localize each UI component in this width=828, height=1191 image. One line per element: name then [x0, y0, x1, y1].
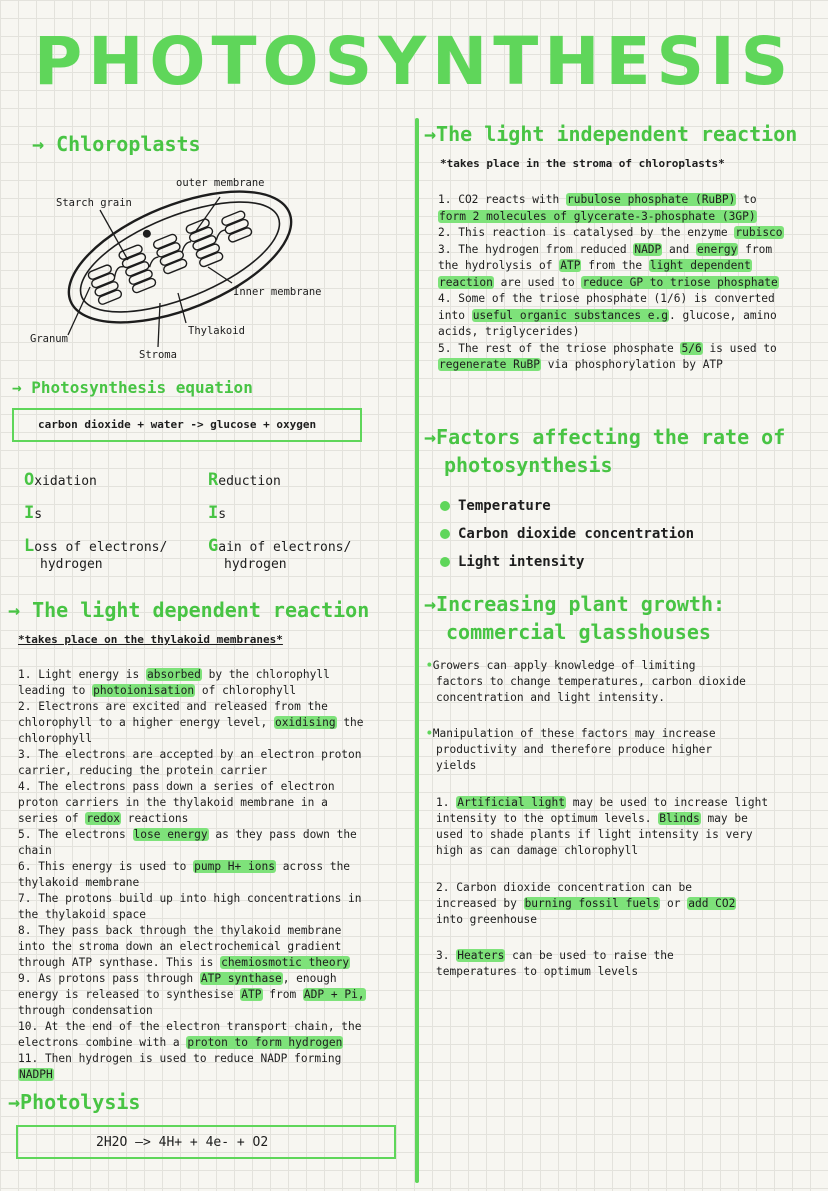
text-span: increased by	[436, 897, 524, 910]
equation-text: carbon dioxide + water -> glucose + oxygen	[38, 418, 317, 431]
text-line	[18, 955, 408, 971]
text-span: to	[736, 193, 757, 206]
text-span: chlorophyll	[18, 732, 93, 745]
mnemonic-word: eduction	[218, 474, 281, 489]
highlighted-term: Blinds	[659, 812, 700, 825]
text-span: , enough	[282, 972, 337, 985]
text-line	[426, 674, 820, 690]
text-span: intensity to the optimum levels.	[436, 812, 659, 825]
text-line	[18, 923, 408, 939]
text-span: reactions	[121, 812, 189, 825]
factor-label: Temperature	[458, 498, 551, 514]
text-span: yields	[436, 759, 477, 772]
text-line	[18, 1035, 408, 1051]
text-span: 11. Then hydrogen is used to reduce NADP forming	[18, 1052, 342, 1065]
text-span: the hydrolysis of	[438, 259, 560, 272]
factors-list	[440, 492, 694, 576]
mnemonic-letter: R	[208, 470, 219, 490]
starch-grain-label: Starch grain	[56, 197, 132, 209]
text-line	[426, 690, 820, 706]
text-span: 7. The protons build up into high concentrations in	[18, 892, 362, 905]
highlighted-term: NADPH	[19, 1068, 53, 1081]
text-line	[18, 667, 408, 683]
highlighted-term: 5/6	[681, 341, 702, 355]
text-span: 3. The electrons are accepted by an electron proton	[18, 748, 362, 761]
text-span: 6. This energy is used to	[18, 860, 194, 873]
text-span: factors to change temperatures, carbon dioxide	[436, 675, 746, 688]
text-span: leading to	[18, 684, 93, 697]
stroma-label: Stroma	[139, 349, 177, 361]
text-line	[18, 683, 408, 699]
highlighted-term: rubulose phosphate (RuBP)	[566, 193, 736, 206]
text-span: electrons combine with a	[18, 1036, 187, 1049]
outer-membrane-label: outer membrane	[176, 177, 265, 189]
text-line	[438, 275, 820, 292]
text-line	[438, 209, 820, 226]
highlighted-term: oxidising	[274, 716, 336, 729]
photolysis-equation: 2H2O —> 4H+ + 4e- + O2	[96, 1134, 269, 1150]
text-span: or	[660, 897, 688, 910]
mnemonic-word: xidation	[34, 474, 97, 489]
highlighted-term: ADP + Pi,	[303, 988, 365, 1001]
mnemonic-word: oss of electrons/	[34, 540, 168, 555]
highlighted-term: NADP	[634, 242, 662, 256]
text-span: from	[738, 242, 773, 256]
highlighted-term: Heaters	[457, 949, 505, 962]
mnemonic-word: s	[34, 507, 43, 522]
highlighted-term: Artificial light	[457, 796, 565, 809]
text-span: 10. At the end of the electron transport chain, the	[18, 1020, 362, 1033]
mnemonic-word: s	[218, 507, 227, 522]
bullet-dot	[440, 501, 450, 511]
highlighted-term: light dependent	[649, 259, 751, 272]
growth-heading: →Increasing plant growth:	[424, 592, 726, 616]
text-line	[18, 971, 408, 987]
text-line	[438, 324, 820, 341]
granum-label: Granum	[30, 333, 68, 345]
mnemonic-letter: O	[24, 470, 35, 490]
text-span: the thylakoid space	[18, 908, 146, 921]
text-line	[18, 1067, 408, 1083]
light-independent-subtitle: *takes place in the stroma of chloroplasts*	[440, 157, 725, 170]
text-span: through condensation	[18, 1004, 153, 1017]
highlighted-term: add CO2	[688, 897, 736, 910]
factors-heading-2: photosynthesis	[444, 453, 613, 477]
text-line	[436, 843, 820, 859]
factor-label: Carbon dioxide concentration	[458, 526, 695, 542]
text-span: 2. Electrons are excited and released from the	[18, 700, 328, 713]
text-line	[18, 731, 408, 747]
text-span: 4. Some of the triose phosphate (1/6) is converted	[438, 292, 775, 305]
text-span: 8. They pass back through the thylakoid membrane	[18, 924, 342, 937]
mnemonic-letter: I	[208, 503, 219, 523]
light-independent-heading: →The light independent reaction	[424, 122, 798, 146]
text-span: proton carriers in the thylakoid membrane in a	[18, 796, 328, 809]
text-span: 2. Carbon dioxide concentration can be	[436, 881, 692, 894]
text-span: concentration and light intensity.	[436, 691, 666, 704]
text-line	[426, 726, 820, 742]
text-span: energy is released to synthesise	[18, 988, 241, 1001]
text-span: into	[438, 308, 472, 322]
light-dependent-heading: → The light dependent reaction	[8, 598, 370, 622]
factors-heading: →Factors affecting the rate of	[424, 425, 786, 449]
growth-para-5	[436, 948, 820, 980]
text-line	[436, 964, 820, 980]
highlighted-term: lose energy	[133, 828, 208, 841]
highlighted-term: photoionisation	[93, 684, 195, 697]
text-line	[436, 948, 820, 964]
text-span: Manipulation of these factors may increase	[432, 727, 716, 740]
text-line	[18, 1003, 408, 1019]
mnemonic-row	[24, 555, 167, 575]
rig-mnemonic	[208, 470, 351, 575]
text-line	[438, 192, 820, 209]
growth-para-2	[426, 726, 820, 774]
light-independent-steps	[438, 192, 820, 374]
text-span: 1. Light energy is	[18, 668, 146, 681]
text-line	[18, 987, 408, 1003]
highlighted-term: reduce GP to triose phosphate	[582, 275, 778, 289]
text-span: may be used to increase light	[566, 796, 769, 809]
text-span: 1. CO2 reacts with	[438, 193, 566, 206]
equation-heading: → Photosynthesis equation	[12, 378, 253, 397]
page-title: PHOTOSYNTHESIS	[33, 23, 795, 100]
text-line	[426, 758, 820, 774]
highlighted-term: absorbed	[146, 668, 201, 681]
text-span: is used to	[702, 341, 777, 355]
text-line	[426, 742, 820, 758]
text-span: . glucose, amino	[669, 308, 777, 322]
mnemonic-row	[208, 470, 351, 503]
text-span: 1.	[436, 796, 457, 809]
growth-para-3	[436, 795, 820, 859]
text-line	[438, 308, 820, 325]
mnemonic-row	[24, 470, 167, 503]
text-line	[18, 715, 408, 731]
highlighted-term: form 2 molecules of glycerate-3-phosphate (3GP)	[439, 209, 756, 223]
text-line	[18, 747, 408, 763]
text-line	[436, 912, 820, 928]
text-line	[18, 795, 408, 811]
text-line	[18, 811, 408, 827]
text-span: chlorophyll to a higher energy level,	[18, 716, 274, 729]
text-span: 5. The electrons	[18, 828, 133, 841]
factor-label: Light intensity	[458, 554, 585, 570]
photolysis-box	[16, 1125, 396, 1159]
text-line	[426, 658, 820, 674]
text-line	[18, 699, 408, 715]
text-span: 3. The hydrogen from reduced	[438, 242, 634, 256]
text-line	[18, 843, 408, 859]
mnemonic-row	[24, 503, 167, 536]
highlighted-term: reaction	[439, 275, 493, 289]
text-span: as they pass down the	[208, 828, 357, 841]
text-line	[436, 896, 820, 912]
text-span: may be	[700, 812, 748, 825]
text-line	[18, 891, 408, 907]
text-span: productivity and therefore produce higher	[436, 743, 713, 756]
text-span: high as can damage chlorophyll	[436, 844, 639, 857]
text-span: 9. As protons pass through	[18, 972, 200, 985]
highlighted-term: regenerate RuBP	[439, 358, 541, 371]
highlighted-term: ATP	[241, 988, 262, 1001]
inner-membrane-label: Inner membrane	[233, 286, 322, 298]
growth-heading-2: commercial glasshouses	[446, 620, 711, 644]
text-span: and	[662, 242, 696, 256]
light-dependent-steps	[18, 667, 408, 1083]
mnemonic-word: ain of electrons/	[218, 540, 352, 555]
text-span: by the chlorophyll	[201, 668, 330, 681]
factor-item	[440, 520, 694, 548]
text-line	[438, 357, 820, 374]
equation-box	[12, 408, 362, 442]
highlighted-term: rubisco	[735, 226, 783, 239]
highlighted-term: proton to form hydrogen	[187, 1036, 343, 1049]
thylakoid-label: Thylakoid	[188, 325, 245, 337]
column-divider	[415, 118, 419, 1183]
light-dependent-subtitle: *takes place on the thylakoid membranes*	[18, 633, 283, 646]
text-line	[18, 763, 408, 779]
text-line	[18, 779, 408, 795]
highlighted-term: chemiosmotic theory	[221, 956, 350, 969]
highlighted-term: energy	[696, 242, 738, 256]
text-line	[18, 1051, 408, 1067]
text-line	[18, 875, 408, 891]
factor-item	[440, 548, 694, 576]
mnemonic-letter: L	[24, 536, 35, 556]
text-span: from	[262, 988, 303, 1001]
mnemonic-word: hydrogen	[224, 557, 287, 572]
text-span: from the	[581, 259, 649, 272]
text-line	[18, 1019, 408, 1035]
text-line	[438, 258, 820, 275]
chloroplasts-heading: → Chloroplasts	[32, 132, 201, 156]
text-span: through ATP synthase. This is	[18, 956, 221, 969]
text-span: via phosphorylation by ATP	[541, 358, 723, 371]
text-span: into the stroma down an electrochemical gradient	[18, 940, 342, 953]
highlighted-term: useful organic substances e.g	[472, 308, 669, 322]
mnemonic-row	[208, 555, 351, 575]
text-span: 3.	[436, 949, 457, 962]
text-span: temperatures to optimum levels	[436, 965, 639, 978]
text-span: 2. This reaction is catalysed by the enzyme	[438, 226, 735, 239]
bullet-dot	[440, 557, 450, 567]
text-span: 5. The rest of the triose phosphate	[438, 341, 681, 355]
text-line	[436, 827, 820, 843]
bullet-dot: •	[426, 659, 433, 672]
text-span: used to shade plants if light intensity is very	[436, 828, 753, 841]
text-span: of chlorophyll	[195, 684, 297, 697]
text-span: Growers can apply knowledge of limiting	[432, 659, 696, 672]
text-span: across the	[275, 860, 351, 873]
bullet-dot: •	[426, 727, 433, 740]
text-line	[18, 939, 408, 955]
oil-mnemonic	[24, 470, 167, 575]
growth-para-4	[436, 880, 820, 928]
text-span: into greenhouse	[436, 913, 538, 926]
text-span: carrier, reducing the protein carrier	[18, 764, 268, 777]
highlighted-term: ATP synthase	[200, 972, 282, 985]
growth-para-1	[426, 658, 820, 706]
highlighted-term: pump H+ ions	[194, 860, 275, 873]
text-line	[438, 341, 820, 358]
mnemonic-letter: G	[208, 536, 219, 556]
bullet-dot	[440, 529, 450, 539]
text-line	[436, 880, 820, 896]
text-span: chain	[18, 844, 52, 857]
text-line	[18, 907, 408, 923]
mnemonic-letter: I	[24, 503, 35, 523]
highlighted-term: burning fossil fuels	[524, 897, 660, 910]
mnemonic-word: hydrogen	[40, 557, 103, 572]
text-span: the	[336, 716, 364, 729]
factor-item	[440, 492, 694, 520]
text-span: can be used to raise the	[505, 949, 674, 962]
text-line	[438, 291, 820, 308]
text-span: are used to	[493, 275, 582, 289]
mnemonic-row	[208, 503, 351, 536]
text-line	[436, 811, 820, 827]
text-line	[438, 225, 820, 242]
highlighted-term: redox	[86, 812, 121, 825]
text-span: acids, triglycerides)	[438, 325, 580, 338]
highlighted-term: ATP	[560, 259, 581, 272]
text-line	[18, 859, 408, 875]
text-span: thylakoid membrane	[18, 876, 140, 889]
text-line	[18, 827, 408, 843]
text-span: 4. The electrons pass down a series of electron	[18, 780, 335, 793]
text-span: series of	[18, 812, 86, 825]
text-line	[438, 242, 820, 259]
photolysis-heading: →Photolysis	[8, 1090, 141, 1114]
text-line	[436, 795, 820, 811]
